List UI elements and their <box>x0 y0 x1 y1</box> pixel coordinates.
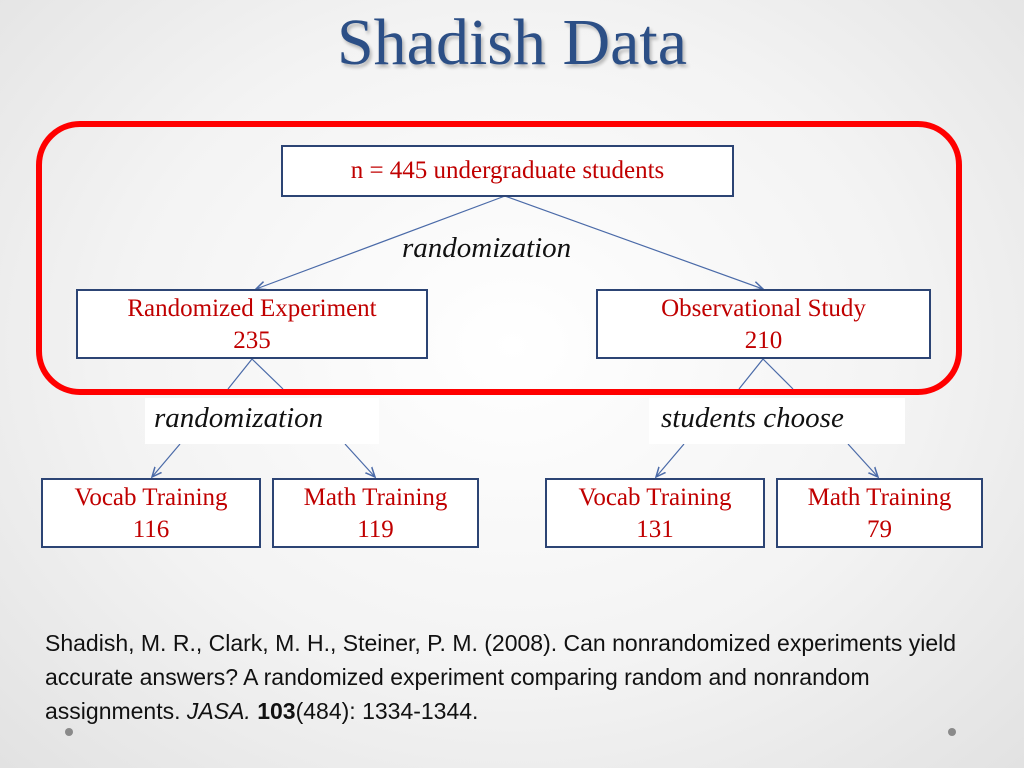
edge-experiment-up-right <box>252 359 283 389</box>
leaf-label: Vocab Training <box>74 484 228 511</box>
leaf-label: Math Training <box>303 484 448 511</box>
edge-label-right: students choose <box>649 398 905 444</box>
edge-to-math-obs <box>848 444 878 477</box>
branch-count: 235 <box>233 327 271 354</box>
root-node <box>281 145 734 197</box>
citation-journal: JASA. <box>186 698 251 724</box>
leaf-vocab-training-observational <box>545 478 765 548</box>
edge-to-math-rand <box>345 444 375 477</box>
root-node-label: n = 445 undergraduate students <box>350 157 665 184</box>
citation <box>45 626 995 728</box>
citation-volume: 103 <box>257 698 296 724</box>
leaf-label: Math Training <box>807 484 952 511</box>
leaf-math-training-observational <box>776 478 983 548</box>
slide-title: Shadish Data <box>336 6 688 79</box>
edge-observational-up-left <box>739 359 763 389</box>
edge-label-left: randomization <box>145 398 379 444</box>
leaf-label: Vocab Training <box>578 484 732 511</box>
edge-experiment-up-left <box>228 359 252 389</box>
leaf-count: 79 <box>867 516 892 543</box>
edge-to-vocab-obs <box>656 444 684 477</box>
edge-to-vocab-rand <box>152 444 180 477</box>
leaf-math-training-randomized <box>272 478 479 548</box>
branch-count: 210 <box>744 327 783 354</box>
corner-dot-right <box>948 728 956 736</box>
citation-pages: (484): 1334-1344. <box>295 698 479 724</box>
edge-label-top: randomization <box>402 232 572 264</box>
branch-randomized-experiment <box>76 289 428 359</box>
edge-observational-up-right <box>763 359 793 389</box>
leaf-count: 116 <box>132 516 170 543</box>
leaf-count: 131 <box>636 516 674 543</box>
branch-label: Randomized Experiment <box>127 295 377 322</box>
citation-text: Shadish, M. R., Clark, M. H., Steiner, P. M. (2008). Can nonrandomized experiments yield accurate answers? A randomized experiment comparing random and nonrandom assignments. <box>45 630 957 724</box>
leaf-count: 119 <box>357 516 394 543</box>
leaf-vocab-training-randomized <box>41 478 261 548</box>
branch-observational-study <box>596 289 931 359</box>
corner-dot-left <box>65 728 73 736</box>
branch-label: Observational Study <box>661 295 866 322</box>
